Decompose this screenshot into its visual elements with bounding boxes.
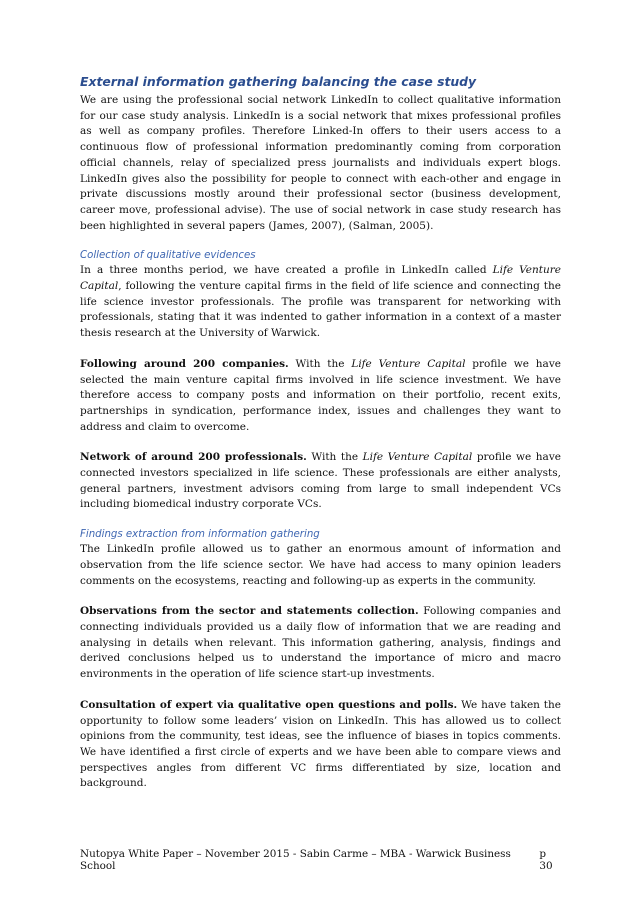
paragraph-network-professionals: Network of around 200 professionals. With the Life Venture Capital profile we have connected investors specialized in life science. These professionals are either analysts, general partners, investment advisors coming from large to small independent VCs including biomedical industry corporate VCs.	[80, 451, 561, 511]
footer-text: Nutopya White Paper – November 2015 - Sabin Carme – MBA - Warwick Business School	[80, 848, 511, 872]
profile-name: Life Venture Capital	[362, 451, 473, 464]
page-footer	[80, 848, 562, 872]
profile-name: Life Venture Capital	[80, 264, 561, 293]
paragraph-consultation: Consultation of expert via qualitative open questions and polls. We have taken the opportunity to follow some leaders’ vision on LinkedIn. This has allowed us to collect opinions from the community, test ideas, see the influence of biases in topics comments. We have identified a first circle of experts and we have been able to compare views and perspectives angles from different VC firms differentiated by size, location and background.	[80, 698, 561, 790]
page-number: p 30	[539, 848, 553, 872]
lead-consultation: Consultation of expert via qualitative open questions and polls.	[80, 698, 458, 711]
profile-name: Life Venture Capital	[351, 357, 466, 370]
section-title-external-information: External information gathering balancing the case study	[80, 74, 477, 89]
paragraph-observations: Observations from the sector and statements collection. Following companies and connecting individuals provided us a daily flow of information that we are reading and analysing in details when relevant. This information gathering, analysis, findings and derived conclusions helped us to understand the importance of micro and macro environments in the operation of life science start-up investments.	[80, 605, 561, 681]
section-title-collection: Collection of qualitative evidences	[80, 250, 256, 262]
section-title-findings: Findings extraction from information gathering	[80, 529, 320, 541]
paragraph-linkedin-intro: We are using the professional social network LinkedIn to collect qualitative information for our case study analysis. LinkedIn is a social network that mixes professional profiles as well as company profiles. Therefore Linked-In offers to their users access to a continuous flow of professional information predominantly coming from corporation official channels, relay of specialized press journalists and individuals expert blogs. LinkedIn gives also the possibility for people to connect with each-other and engage in private discussions mostly around their professional sector (business development, career move, professional advise). The use of social network in case study research has been highlighted in several papers (James, 2007), (Salman, 2005).	[80, 94, 561, 232]
paragraph-findings-intro: The LinkedIn profile allowed us to gather an enormous amount of information and observation from the life science sector. We have had access to many opinion leaders comments on the ecosystems, reacting and following-up as experts in the community.	[80, 543, 561, 587]
lead-network-professionals: Network of around 200 professionals.	[80, 451, 307, 464]
lead-following-companies: Following around 200 companies.	[80, 357, 289, 370]
document-page	[80, 74, 561, 792]
paragraph-following-companies: Following around 200 companies. With the Life Venture Capital profile we have selected the main venture capital firms involved in life science investment. We have therefore access to company posts and information on their portfolio, recent exits, partnerships in syndication, performance index, issues and challenges they want to address and claim to overcome.	[80, 357, 561, 433]
paragraph-profile-creation: In a three months period, we have created a profile in LinkedIn called Life Venture Capital, following the venture capital firms in the field of life science and connecting the life science investor professionals. The profile was transparent for networking with professionals, stating that it was indented to gather information in a context of a master thesis research at the University of Warwick.	[80, 264, 561, 340]
lead-observations: Observations from the sector and statements collection.	[80, 605, 419, 618]
